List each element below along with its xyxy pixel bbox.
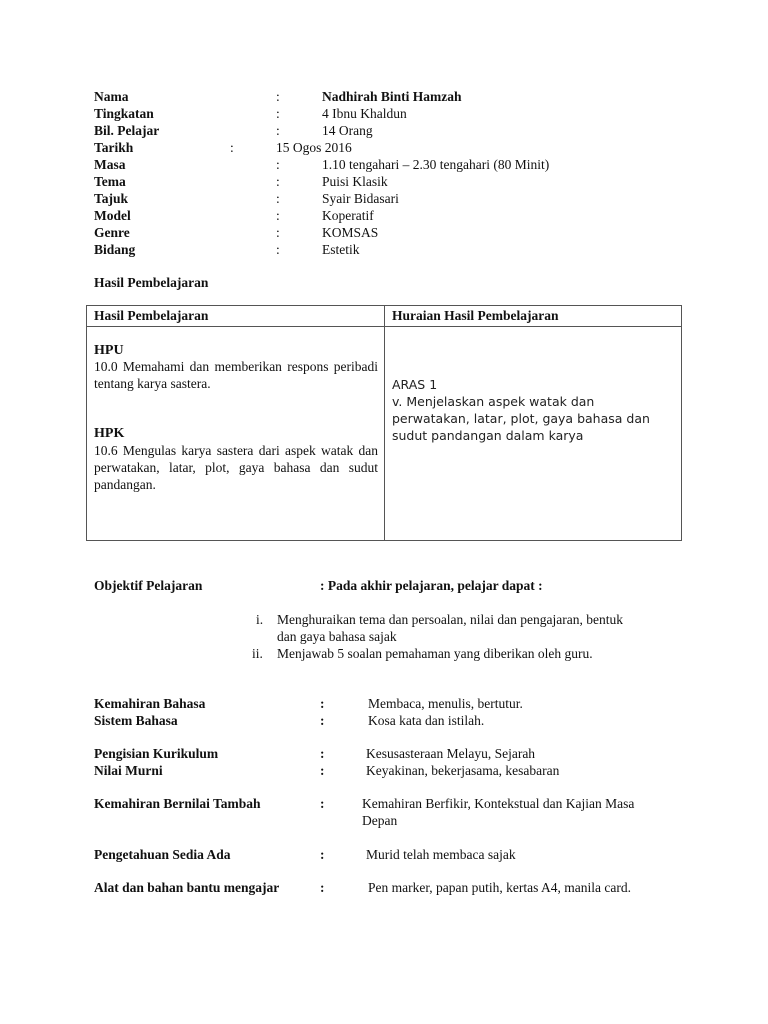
info-label: Tingkatan <box>94 106 154 121</box>
sistem-bahasa-value: Kosa kata dan istilah. <box>368 713 485 728</box>
info-value: KOMSAS <box>322 225 379 240</box>
sistem-bahasa-colon: : <box>320 713 325 728</box>
section-heading-hasil: Hasil Pembelajaran <box>94 275 209 290</box>
info-colon: : <box>276 89 280 104</box>
info-value: Puisi Klasik <box>322 174 388 189</box>
objektif-num-1: i. <box>256 612 264 627</box>
pengetahuan-value: Murid telah membaca sajak <box>366 847 516 862</box>
info-value: Nadhirah Binti Hamzah <box>322 89 462 104</box>
info-value: 14 Orang <box>322 123 373 138</box>
objektif-item-2-line1: Menjawab 5 soalan pemahaman yang diberikan oleh guru. <box>277 646 593 661</box>
objektif-num-2: ii. <box>252 646 263 661</box>
info-value: 4 Ibnu Khaldun <box>322 106 407 121</box>
alat-colon: : <box>320 880 325 895</box>
info-value: 15 Ogos 2016 <box>276 140 352 155</box>
info-colon: : <box>276 242 280 257</box>
info-label: Tarikh <box>94 140 134 155</box>
info-label: Model <box>94 208 131 223</box>
hpu-label: HPU <box>94 343 124 358</box>
objektif-label: Objektif Pelajaran <box>94 578 203 593</box>
aras-text: v. Menjelaskan aspek watak dan perwatakan, latar, plot, gaya bahasa dan sudut pandangan dalam karya <box>392 394 650 443</box>
table-header-col1: Hasil Pembelajaran <box>94 308 209 323</box>
nilai-murni-value: Keyakinan, bekerjasama, kesabaran <box>366 763 560 778</box>
kbt-label: Kemahiran Bernilai Tambah <box>94 796 261 811</box>
info-colon: : <box>276 123 280 138</box>
info-value: Syair Bidasari <box>322 191 399 206</box>
info-label: Genre <box>94 225 130 240</box>
info-label: Tema <box>94 174 126 189</box>
kemahiran-bahasa-label: Kemahiran Bahasa <box>94 696 206 711</box>
pengisian-kurikulum-value: Kesusasteraan Melayu, Sejarah <box>366 746 536 761</box>
info-value: 1.10 tengahari – 2.30 tengahari (80 Minit) <box>322 157 550 172</box>
objektif-item-1-line2: dan gaya bahasa sajak <box>277 629 397 644</box>
info-value: Estetik <box>322 242 360 257</box>
info-label: Masa <box>94 157 126 172</box>
hpu-text: 10.0 Memahami dan memberikan respons peribadi tentang karya sastera. <box>94 359 378 391</box>
table-header-rule <box>87 326 681 327</box>
alat-label: Alat dan bahan bantu mengajar <box>94 880 280 895</box>
info-colon: : <box>276 208 280 223</box>
table-divider <box>384 306 385 540</box>
learning-outcomes-table <box>86 305 682 541</box>
hpk-text: 10.6 Mengulas karya sastera dari aspek watak dan perwatakan, latar, plot, gaya bahasa dan sudut pandangan. <box>94 443 378 492</box>
kbt-colon: : <box>320 796 325 811</box>
info-colon: : <box>276 106 280 121</box>
info-label: Bidang <box>94 242 136 257</box>
objektif-item-1-line1: Menghuraikan tema dan persoalan, nilai dan pengajaran, bentuk <box>277 612 623 627</box>
hpk-label: HPK <box>94 426 125 441</box>
kemahiran-bahasa-value: Membaca, menulis, bertutur. <box>368 696 523 711</box>
aras-label: ARAS 1 <box>392 377 438 392</box>
info-value: Koperatif <box>322 208 374 223</box>
info-colon: : <box>276 157 280 172</box>
objektif-intro: : Pada akhir pelajaran, pelajar dapat : <box>320 578 543 593</box>
alat-value: Pen marker, papan putih, kertas A4, manila card. <box>368 880 631 895</box>
kemahiran-bahasa-colon: : <box>320 696 325 711</box>
pengisian-kurikulum-label: Pengisian Kurikulum <box>94 746 219 761</box>
table-header-col2: Huraian Hasil Pembelajaran <box>392 308 559 323</box>
nilai-murni-colon: : <box>320 763 325 778</box>
pengisian-kurikulum-colon: : <box>320 746 325 761</box>
info-label: Nama <box>94 89 129 104</box>
kbt-value-line1: Kemahiran Berfikir, Kontekstual dan Kajian Masa <box>362 796 635 811</box>
info-label: Tajuk <box>94 191 129 206</box>
info-colon: : <box>276 174 280 189</box>
nilai-murni-label: Nilai Murni <box>94 763 163 778</box>
info-colon: : <box>276 225 280 240</box>
info-colon: : <box>276 191 280 206</box>
pengetahuan-colon: : <box>320 847 325 862</box>
info-colon: : <box>230 140 234 155</box>
pengetahuan-label: Pengetahuan Sedia Ada <box>94 847 231 862</box>
info-label: Bil. Pelajar <box>94 123 160 138</box>
kbt-value-line2: Depan <box>362 813 398 828</box>
sistem-bahasa-label: Sistem Bahasa <box>94 713 178 728</box>
